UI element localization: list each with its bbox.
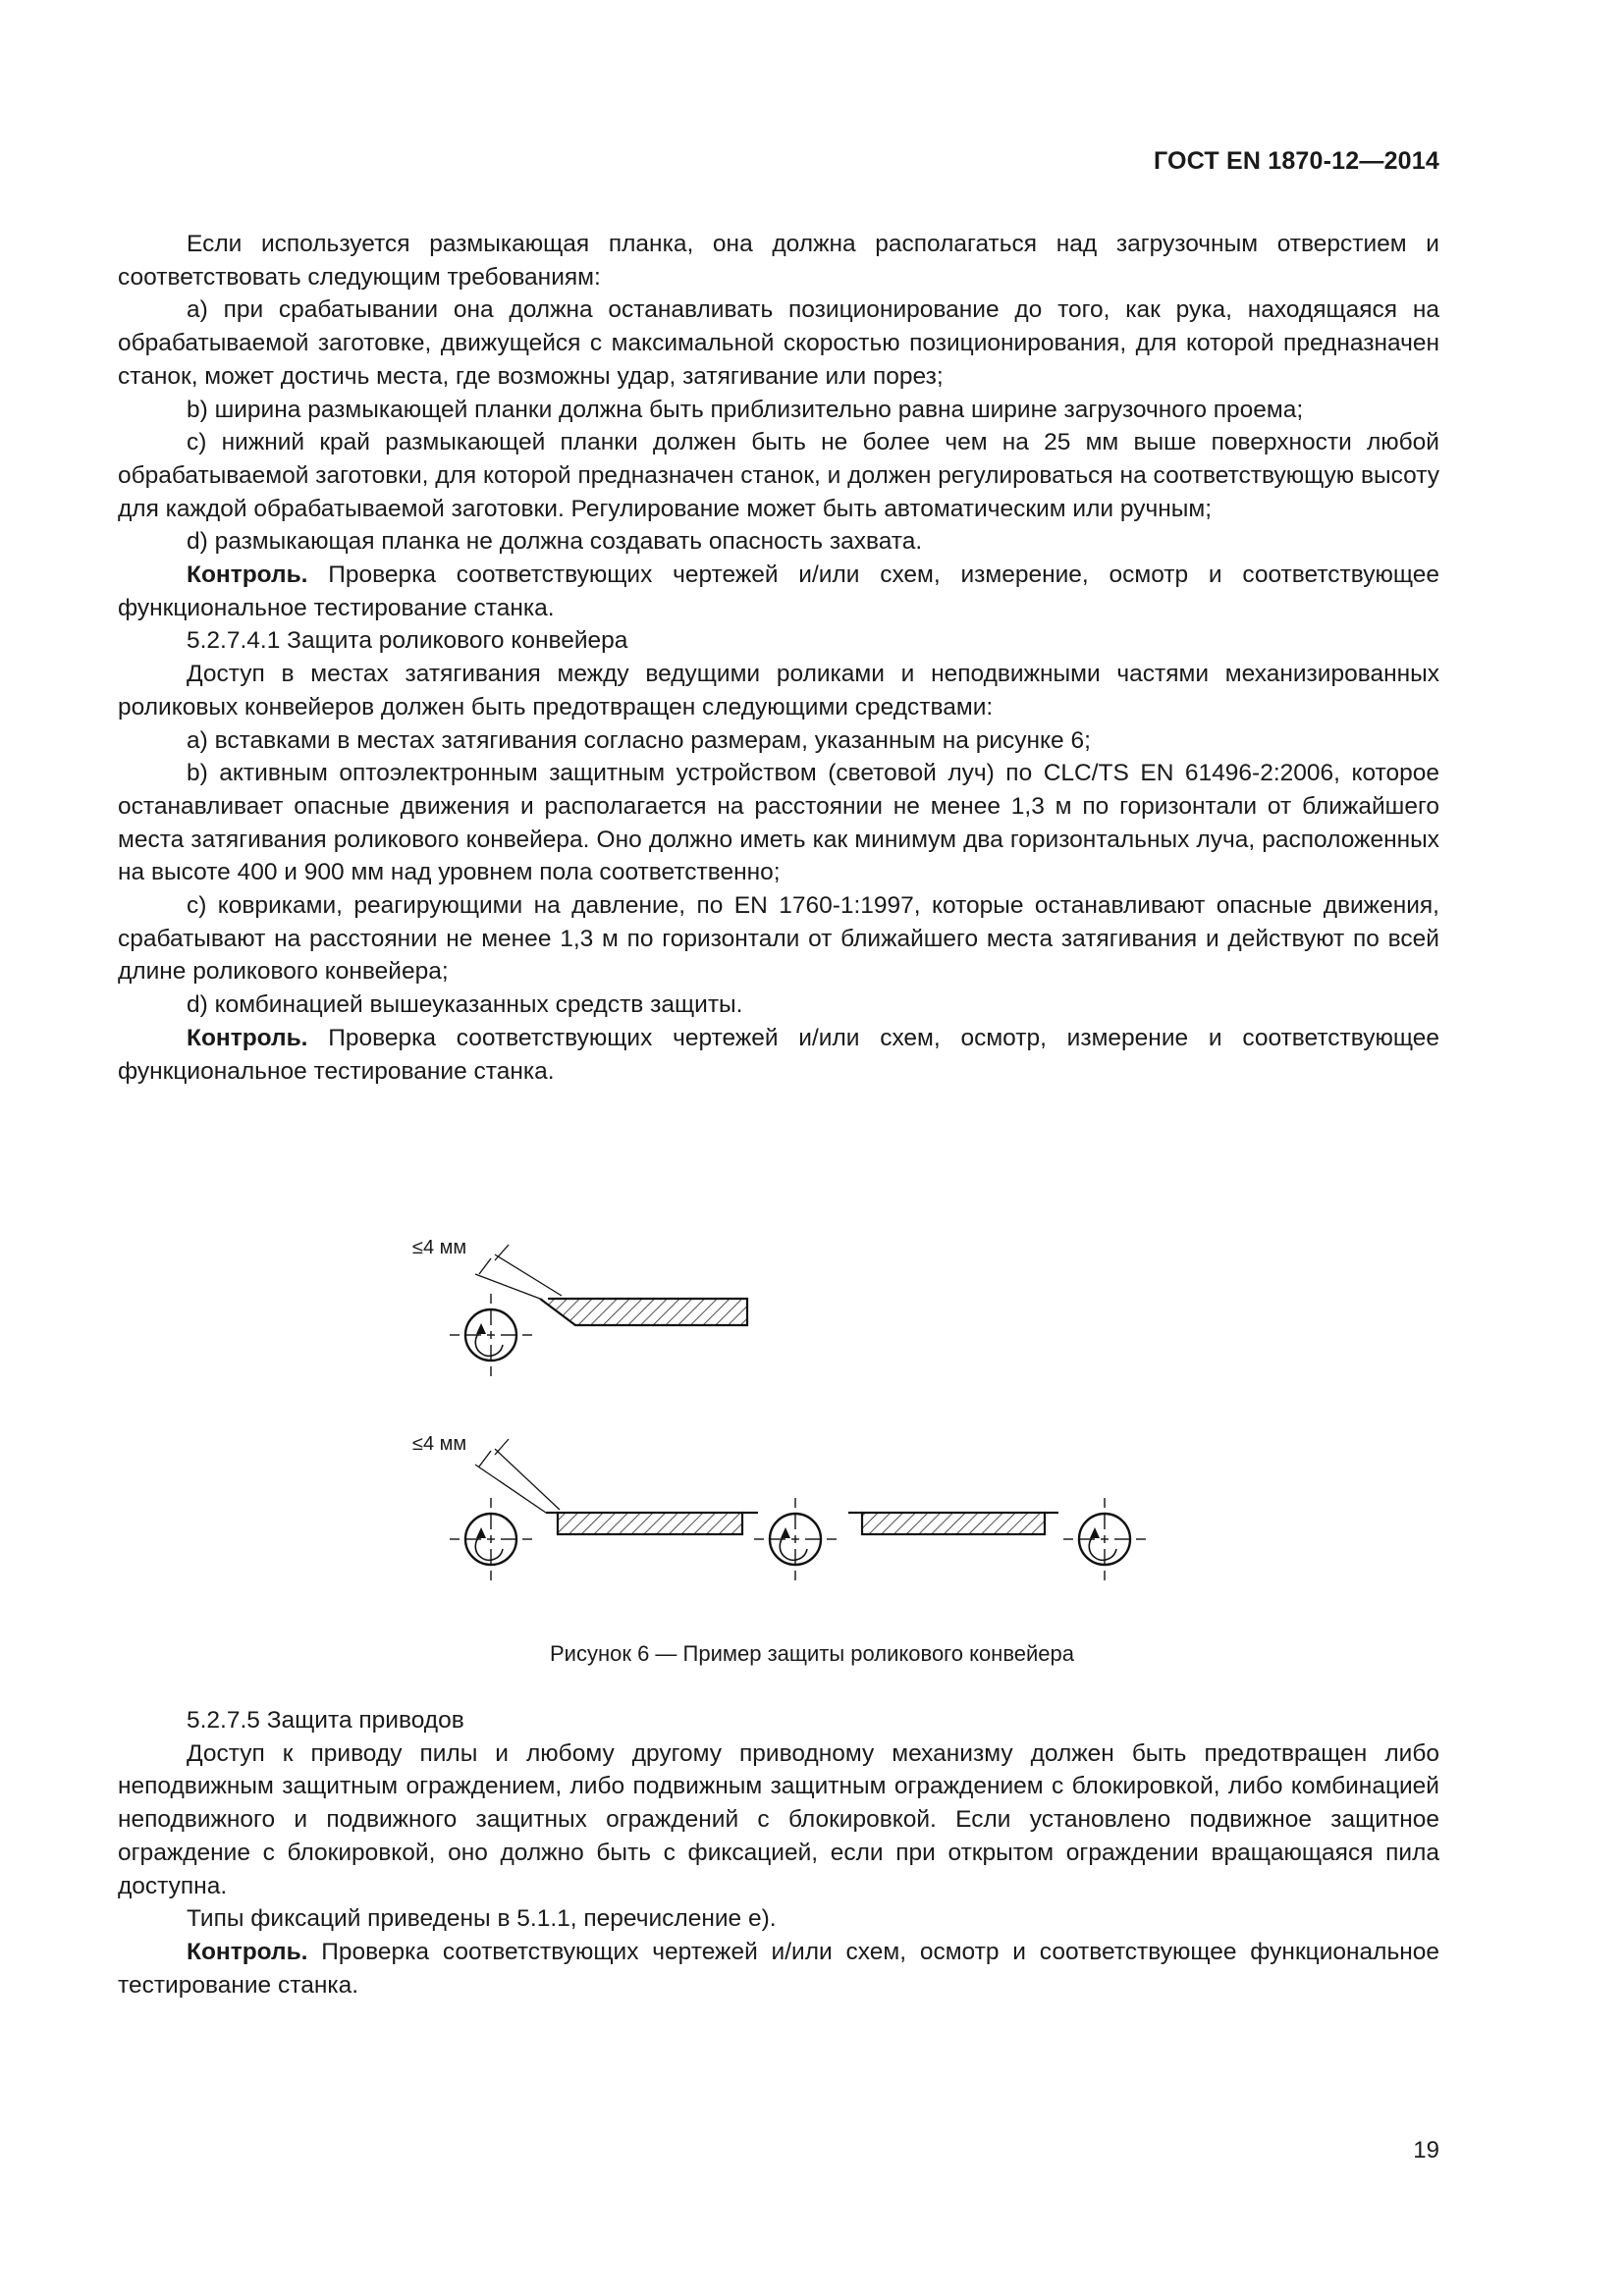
list-item-c: c) нижний край размыкающей планки должен быть не более чем на 25 мм выше поверхности любой обрабатываемой заготовки, для которой предназначен станок, и должен регулироваться на соответствующую высоту для каждой обрабатываемой заготовки. Регулирование может быть автоматическим или ручным; [118,429,1439,522]
control-label: Контроль. [187,1938,308,1965]
list-item-d: d) комбинацией вышеуказанных средств защиты. [187,991,743,1019]
control-paragraph [118,559,1439,624]
paragraph: Доступ в местах затягивания между ведущими роликами и неподвижными частями механизированных роликовых конвейеров должен быть предотвращен следующими средствами: [118,661,1439,721]
list-item-c: c) ковриками, реагирующими на давление, по EN 1760-1:1997, которые останавливают опасные движения, срабатывают на расстоянии не менее 1,3 м по горизонтали от ближайшего места затягивания и действуют по всей длине роликового конвейера; [118,892,1439,986]
dimension-label: ≤4 мм [412,1433,467,1455]
list-item-d: d) размыкающая планка не должна создавать опасность захвата. [187,528,923,556]
roller [1063,1498,1146,1580]
control-label: Контроль. [187,1024,308,1051]
roller [450,1294,532,1376]
paragraph: Если используется размыкающая планка, она должна располагаться над загрузочным отверстием и соответствовать следующим требованиям: [118,231,1439,291]
control-label: Контроль. [187,561,308,589]
figure-caption: Рисунок 6 — Пример защиты роликового конвейера [549,1641,1074,1666]
list-item-b: b) активным оптоэлектронным защитным устройством (световой луч) по CLC/TS EN 61496-2:2006, которое останавливает опасные движения и располагается на расстоянии не менее 1,3 м по горизонтали от ближайшего места затягивания роликового конвейера. Оно должно иметь как минимум два горизонтальных луча, расположенных на высоте 400 и 900 мм над уровнем пола соответственно; [118,760,1439,886]
list-item-a: a) вставками в местах затягивания согласно размерам, указанным на рисунке 6; [187,726,1091,754]
figure-roller-conveyor [393,1198,1178,1610]
dimension-label: ≤4 мм [412,1237,467,1258]
control-paragraph [118,1936,1439,2002]
control-text: Проверка соответствующих чертежей и/или схем, измерение, осмотр и соответствующее функциональное тестирование станка. [118,561,1439,621]
bottom-assembly [450,1439,1146,1580]
paragraph: Доступ к приводу пилы и любому другому приводному механизму должен быть предотвращен либо неподвижным защитным ограждением, либо подвижным защитным ограждением с блокировкой, либо комбинацией неподвижного и подвижного защитных ограждений с блокировкой. Если установлено подвижное защитное ограждение с блокировкой, оно должно быть с фиксацией, если при открытом ограждении вращающаяся пила доступна. [118,1739,1439,1899]
list-item-a: a) при срабатывании она должна останавливать позиционирование до того, как рука, находящаяся на обрабатываемой заготовке, движущейся с максимальной скоростью позиционирования, для которой предназначен станок, может достичь места, где возможны удар, затягивание или порез; [118,296,1439,390]
section-heading: 5.2.7.5 Защита приводов [187,1707,464,1734]
control-paragraph [118,1022,1439,1088]
page-number: 19 [1413,2137,1439,2163]
body-text-lower [118,1704,1439,2002]
body-text-upper [118,228,1439,1088]
control-text: Проверка соответствующих чертежей и/или схем, осмотр и соответствующее функциональное тестирование станка. [118,1938,1439,1999]
roller [450,1498,532,1580]
roller [754,1498,837,1580]
roller-conveyor-drawing [393,1198,1178,1610]
control-text: Проверка соответствующих чертежей и/или схем, осмотр, измерение и соответствующее функциональное тестирование станка. [118,1024,1439,1085]
paragraph: Типы фиксаций приведены в 5.1.1, перечисление е). [187,1905,777,1933]
list-item-b: b) ширина размыкающей планки должна быть приблизительно равна ширине загрузочного проема; [187,396,1304,423]
top-assembly [450,1245,747,1376]
section-heading: 5.2.7.4.1 Защита роликового конвейера [187,627,628,655]
document-code-header: ГОСТ EN 1870-12—2014 [1154,147,1439,175]
